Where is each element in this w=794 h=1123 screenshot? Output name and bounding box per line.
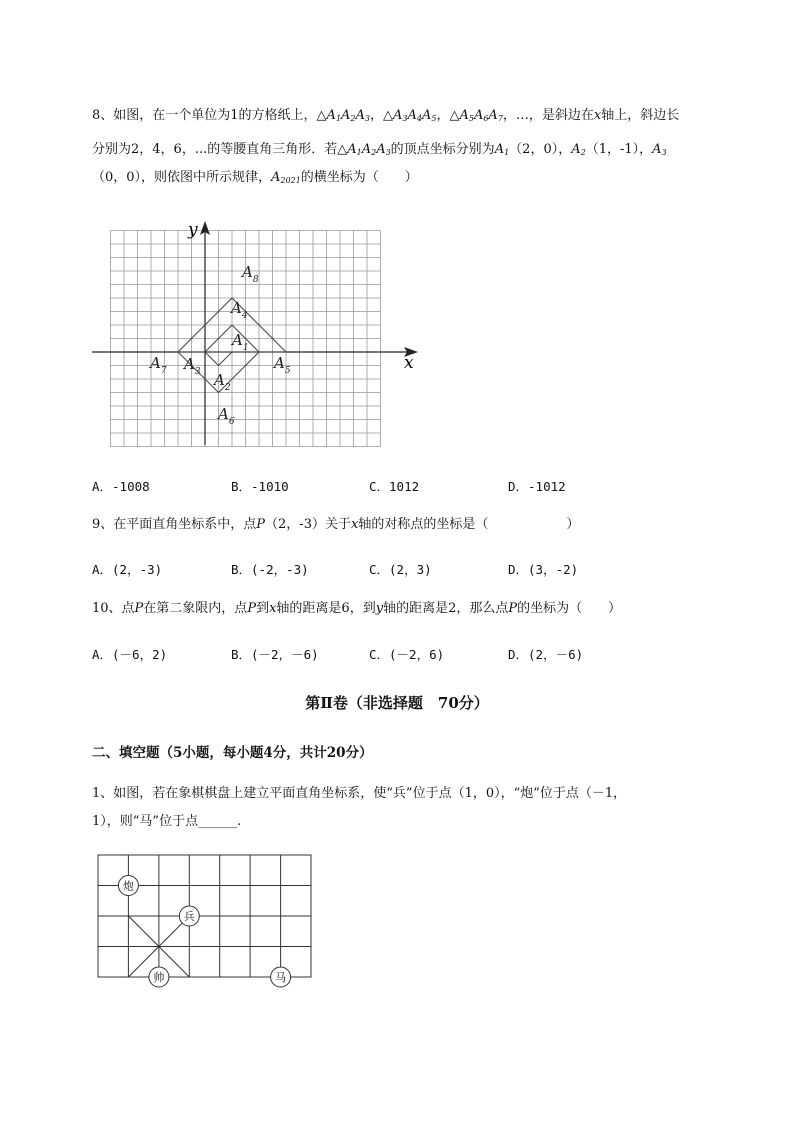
- label-a4: $A_4$: [231, 299, 248, 321]
- piece-shuai[interactable]: [149, 967, 169, 987]
- label-a1: $A_1$: [232, 331, 249, 353]
- tri1-label: $A_1A_2A_3$: [326, 108, 370, 123]
- label-a7: $A_7$: [150, 354, 167, 376]
- q9-text: 9、在平面直角坐标系中，点P（2，-3）关于x轴的对称点的坐标是（ ）: [92, 517, 580, 532]
- svg-text:马: 马: [275, 971, 287, 984]
- q9-option-b[interactable]: B．(-2，-3): [231, 562, 309, 577]
- q9-option-d[interactable]: D．(3，-2): [508, 562, 579, 577]
- piece-bing[interactable]: [179, 906, 199, 926]
- axis-y-label: y: [188, 220, 198, 240]
- q10-option-c[interactable]: C．(－2，6): [369, 647, 445, 662]
- piece-pao[interactable]: [118, 876, 138, 896]
- q9-option-a[interactable]: A．(2，-3): [92, 562, 163, 577]
- fill1-line2: 1），则“马”位于点______.: [92, 814, 242, 829]
- label-a8: $A_8$: [242, 263, 259, 285]
- tri2-label: $A_3A_4A_5$: [393, 108, 437, 123]
- q8-option-d[interactable]: D．-1012: [508, 479, 566, 494]
- fill1-line1: 1、如图，若在象棋棋盘上建立平面直角坐标系，使“兵”位于点（1，0），“炮”位于点（－1，: [92, 786, 627, 801]
- q8-line1: 8、如图，在一个单位为1的方格纸上，$\triangle A_1A_2A_3$，$\triangle A_3A_4A_5$，$\triangle A_5A_6A_7$，…，是斜边在x轴上，斜边长: [92, 108, 680, 123]
- q10-option-a[interactable]: A．(－6，2): [92, 647, 168, 662]
- label-a2: $A_2$: [214, 371, 231, 393]
- label-a3: $A_3$: [184, 355, 201, 377]
- tri3-label: $A_5A_6A_7$: [459, 108, 503, 123]
- label-a6: $A_6$: [218, 405, 235, 427]
- q8-option-a[interactable]: A．-1008: [92, 479, 150, 494]
- figure-chess-board: [96, 853, 316, 993]
- svg-text:炮: 炮: [122, 879, 134, 893]
- q8-option-c[interactable]: C．1012: [369, 479, 420, 494]
- piece-ma[interactable]: [271, 967, 291, 987]
- q10-option-d[interactable]: D．(2，－6): [508, 647, 584, 662]
- q10-text: 10、点P在第二象限内，点P到x轴的距离是6，到y轴的距离是2，那么点P的坐标为（ ）: [92, 601, 622, 616]
- svg-text:兵: 兵: [183, 910, 195, 923]
- q8-line2: 分别为2，4，6，...的等腰直角三角形．若$\triangle A_1A_2A_3$的顶点坐标分别为$A_1(2$，0），$A_2(1$，-1），$A_3$: [92, 142, 667, 157]
- axis-x-label: x: [404, 353, 414, 373]
- section-fill-in-title: 二、填空题（5小题，每小题4分，共计20分）: [92, 745, 373, 761]
- q8-line3: （0，0），则依图中所示规律，$A_{2021}$的横坐标为（ ）: [92, 170, 418, 185]
- label-a5: $A_5$: [274, 354, 291, 376]
- part2-title: 第Ⅱ卷（非选择题 70分）: [305, 694, 489, 712]
- figure-coordinate-grid: [88, 215, 428, 450]
- svg-text:帅: 帅: [153, 971, 165, 984]
- q10-option-b[interactable]: B．(－2，－6): [231, 647, 319, 662]
- q8-option-b[interactable]: B．-1010: [231, 479, 289, 494]
- q9-option-c[interactable]: C．(2，3): [369, 562, 432, 577]
